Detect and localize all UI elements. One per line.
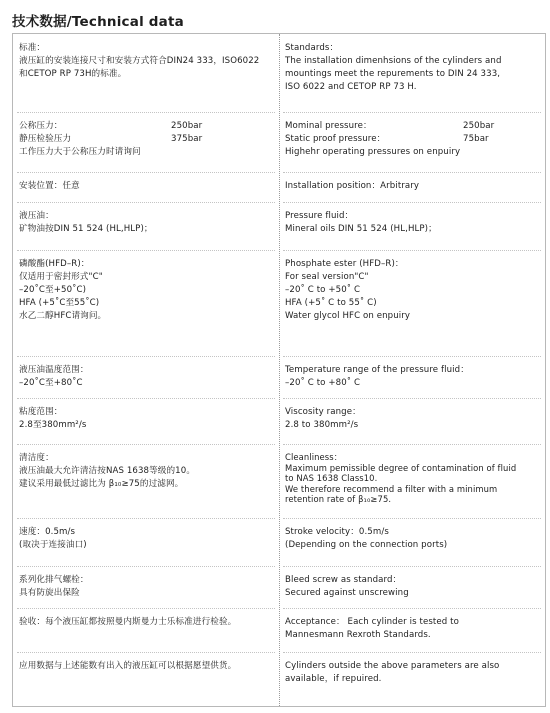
spec-heading: 标准： <box>19 43 46 53</box>
spec-line: 建议采用最低过滤比为 β₁₀≥75的过滤网。 <box>19 479 184 489</box>
spec-label: 公称压力： <box>19 121 63 131</box>
spec-line: 和CETOP RP 73H的标准。 <box>19 69 127 79</box>
spec-line: 液压缸的安装连接尺寸和安装方式符合DIN24 333，ISO6022 <box>19 56 260 66</box>
spec-heading: 安装位置：任意 <box>19 181 80 191</box>
row-separator <box>283 652 541 653</box>
spec-line: 2.8至380mm²/s <box>19 420 87 430</box>
row-separator <box>17 444 275 445</box>
row-separator <box>283 518 541 519</box>
page-title: 技术数据/Technical data <box>12 14 184 30</box>
row-separator <box>283 172 541 173</box>
spec-heading: Phosphate ester (HFD–R)： <box>285 259 404 269</box>
spec-heading: 磷酸酯(HFD–R)： <box>19 259 90 269</box>
row-separator <box>283 398 541 399</box>
spec-line: 水乙二醇HFC请询问。 <box>19 311 107 321</box>
row-0-cn-text <box>19 42 259 81</box>
spec-line: available，if repuired. <box>285 674 382 684</box>
spec-label: Mominal pressure： <box>285 121 372 131</box>
spec-heading: 系列化排气螺栓： <box>19 575 89 585</box>
spec-note: Highehr operating pressures on enpuiry <box>285 147 461 157</box>
spec-value: 75bar <box>463 134 489 144</box>
spec-heading: Acceptance： Each cylinder is tested to <box>285 617 459 627</box>
spec-heading: 液压油温度范围： <box>19 365 89 375</box>
technical-data-table <box>12 33 546 707</box>
spec-heading: 液压油： <box>19 211 54 221</box>
row-separator <box>17 112 275 113</box>
spec-heading: 粘度范围： <box>19 407 63 417</box>
spec-heading: Installation position：Arbitrary <box>285 181 420 191</box>
spec-heading: 应用数据与上述能数有出入的液压缸可以根据愿望供货。 <box>19 661 237 671</box>
spec-value: 375bar <box>171 134 203 144</box>
spec-note: 工作压力大于公称压力时请询问 <box>19 147 141 157</box>
column-divider <box>279 34 280 706</box>
spec-line <box>19 120 203 133</box>
spec-line <box>285 133 489 146</box>
spec-line: Secured against unscrewing <box>285 588 409 598</box>
row-3-cn-text <box>19 210 153 236</box>
spec-line: 具有防旋出保险 <box>19 588 80 598</box>
row-7-cn-text <box>19 452 195 491</box>
row-separator <box>283 608 541 609</box>
row-11-cn-text <box>19 660 236 673</box>
spec-line: 液压油最大允许清洁按NAS 1638等级的10。 <box>19 466 196 476</box>
row-1-en-text <box>285 120 495 159</box>
spec-line: (取决于连接油口) <box>19 540 87 550</box>
spec-line: We therefore recommend a filter with a minimum <box>285 483 498 494</box>
spec-line: (Depending on the connection ports) <box>285 540 448 550</box>
spec-line: mountings meet the repurements to DIN 24 333, <box>285 69 501 79</box>
spec-line: Mineral oils DIN 51 524 (HL,HLP)； <box>285 224 437 234</box>
spec-line: HFA (+5˚C至55˚C) <box>19 298 100 308</box>
spec-heading: Temperature range of the pressure fluid： <box>285 365 469 375</box>
row-separator <box>283 566 541 567</box>
spec-heading: Stroke velocity：0.5m/s <box>285 527 389 537</box>
row-1-cn-text <box>19 120 203 159</box>
row-separator <box>283 112 541 113</box>
spec-line: retention rate of β₁₀≥75. <box>285 494 392 504</box>
row-separator <box>17 652 275 653</box>
row-separator <box>17 608 275 609</box>
spec-line: to NAS 1638 Class10. <box>285 473 378 483</box>
spec-line: 矿物油按DIN 51 524 (HL,HLP)； <box>19 224 153 234</box>
row-separator <box>17 518 275 519</box>
row-separator <box>17 202 275 203</box>
row-separator <box>283 356 541 357</box>
row-4-en-text <box>285 258 410 323</box>
spec-line: For seal version"C" <box>285 272 369 282</box>
spec-line: –20˚ C to +80˚ C <box>285 378 361 388</box>
row-0-en-text <box>285 42 502 94</box>
row-8-en-text <box>285 526 447 552</box>
spec-heading: Pressure fluid： <box>285 211 354 221</box>
row-2-cn-text <box>19 180 80 193</box>
row-5-en-text <box>285 364 469 390</box>
row-10-en-text <box>285 616 459 642</box>
spec-line: 2.8 to 380mm²/s <box>285 420 359 430</box>
row-7-en-text <box>285 452 516 505</box>
spec-line: Mannesmann Rexroth Standards. <box>285 630 431 640</box>
row-separator <box>17 566 275 567</box>
row-4-cn-text <box>19 258 106 323</box>
spec-heading: Standards： <box>285 43 339 53</box>
spec-label: Static proof pressure： <box>285 134 386 144</box>
spec-line: –20˚C至+80˚C <box>19 378 83 388</box>
row-3-en-text <box>285 210 437 236</box>
row-separator <box>17 356 275 357</box>
spec-line: 仅适用于密封形式"C" <box>19 272 103 282</box>
spec-line: Maximum pemissible degree of contamination of fluid <box>285 462 517 473</box>
row-separator <box>17 172 275 173</box>
spec-line <box>19 133 203 146</box>
row-2-en-text <box>285 180 419 193</box>
spec-line: –20˚C至+50˚C) <box>19 285 87 295</box>
row-separator <box>283 250 541 251</box>
row-8-cn-text <box>19 526 87 552</box>
spec-line <box>285 120 495 133</box>
row-separator <box>17 398 275 399</box>
spec-heading: Viscosity range： <box>285 407 361 417</box>
row-separator <box>283 444 541 445</box>
row-6-cn-text <box>19 406 86 432</box>
spec-line: ISO 6022 and CETOP RP 73 H. <box>285 82 417 92</box>
spec-value: 250bar <box>463 121 495 131</box>
spec-label: 静压检验压力 <box>19 134 72 144</box>
spec-heading: Cylinders outside the above parameters are also <box>285 661 500 671</box>
row-9-en-text <box>285 574 409 600</box>
spec-heading: 速度：0.5m/s <box>19 527 76 537</box>
spec-value: 250bar <box>171 121 203 131</box>
spec-line: The installation dimenhsions of the cylinders and <box>285 56 502 66</box>
spec-heading: 验收：每个液压缸都按照曼内斯曼力士乐标准进行检验。 <box>19 617 237 627</box>
spec-line: –20˚ C to +50˚ C <box>285 285 361 295</box>
spec-heading: Cleanliness： <box>285 452 343 462</box>
row-11-en-text <box>285 660 499 686</box>
spec-heading: 清洁度： <box>19 453 54 463</box>
spec-line: Water glycol HFC on enpuiry <box>285 311 411 321</box>
row-separator <box>283 202 541 203</box>
row-9-cn-text <box>19 574 89 600</box>
spec-heading: Bleed screw as standard： <box>285 575 402 585</box>
row-6-en-text <box>285 406 361 432</box>
spec-line: HFA (+5˚ C to 55˚ C) <box>285 298 377 308</box>
row-separator <box>17 250 275 251</box>
row-10-cn-text <box>19 616 236 629</box>
row-5-cn-text <box>19 364 89 390</box>
